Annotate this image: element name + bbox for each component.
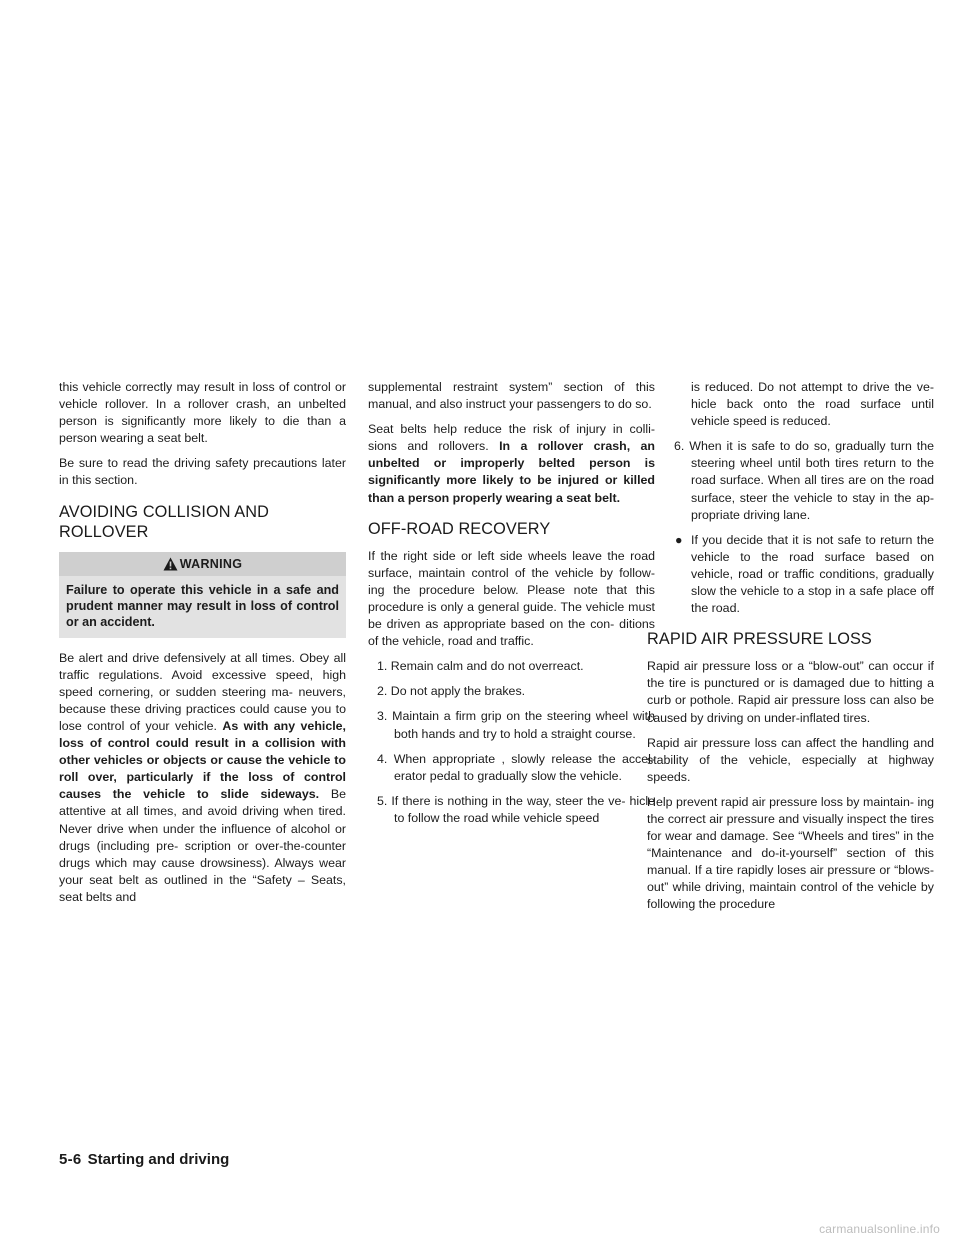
watermark: carmanualsonline.info [819,1222,940,1236]
warning-text: Failure to operate this vehicle in a safe and prudent manner may result in loss of control or an accident. [66,582,339,629]
list-item: 6. When it is safe to do so, gradually turn the steering wheel until both tires return to the road surface. When all tires are on the road surface, steer the vehicle to stay in the ap- propriate driving lane. [674,439,934,522]
paragraph: this vehicle correctly may result in loss of control or vehicle rollover. In a rollover crash, an unbelted person is significantly more likely to die than a person wearing a seat belt. [59,380,346,446]
recovery-steps [368,658,655,827]
page-number: 5-6 [59,1151,82,1168]
bullet-text: If you decide that it is not safe to return the vehicle to the road surface based on vehicle, road or traffic conditions, gradually slow the vehicle to a stop in a safe place off the road. [691,532,934,616]
text: Be alert and drive defensively at all times. Obey all traffic regulations. Avoid excessive speed, high speed cornering, or sudden steering ma- neuvers, because these driving practices could cause you to lose control of your vehicle. [59,650,346,733]
section-heading-rapid-air-pressure: RAPID AIR PRESSURE LOSS [647,630,872,649]
text: Seat belts help reduce the risk of injury in colli- sions and rollovers. [368,422,655,454]
paragraph [59,650,346,906]
paragraph: Help prevent rapid air pressure loss by maintain- ing the correct air pressure and visually inspect the tires for wear and damage. See “Wheels and tires” in the “Maintenance and do-it-yourself” section of this manual. If a tire rapidly loses air pressure or “blows-out” while driving, maintain control of the vehicle by following the procedure [647,794,934,912]
page-footer [59,1151,229,1168]
text: Be attentive at all times, and avoid driving when tired. Never drive when under the influence of alcohol or drugs (including pre- scription or over-the-counter drugs which may cause drowsiness). Always wear your seat belt as outlined in the “Safety – Seats, seat belts and [59,787,346,904]
bullet-item [647,532,934,617]
list-item: 3. Maintain a firm grip on the steering wheel with both hands and try to hold a straight course. [377,709,655,741]
column-3 [647,379,934,922]
list-item: 5. If there is nothing in the way, steer the ve- hicle to follow the road while vehicle speed [377,793,655,825]
list-continuation: is reduced. Do not attempt to drive the ve- hicle back onto the road surface until vehicle speed is reduced. [691,380,934,429]
list-item: 4. When appropriate , slowly release the accel- erator pedal to gradually slow the vehicle. [377,751,655,783]
section-name: Starting and driving [87,1151,230,1168]
paragraph: If the right side or left side wheels leave the road surface, maintain control of the vehicle by follow- ing the procedure below. Please note that this procedure is only a general guide. The vehicle must be driven as appropriate based on the con- ditions of the vehicle, road and traffic. [368,548,655,649]
warning-triangle-icon [163,557,178,571]
paragraph: Be sure to read the driving safety precautions later in this section. [59,456,346,488]
paragraph: Rapid air pressure loss or a “blow-out” can occur if the tire is punctured or is damaged due to hitting a curb or pothole. Rapid air pressure loss can also be caused by driving on under-inflated tires. [647,659,934,725]
paragraph [368,421,655,506]
section-heading-off-road-recovery: OFF-ROAD RECOVERY [368,519,551,538]
bold-text: In a rollover crash, an unbelted or improperly belted person is significantly more likely to be injured or killed than a person properly wearing a seat belt. [368,439,655,505]
warning-title: WARNING [179,556,243,571]
warning-header [59,552,346,576]
list-item: 1. Remain calm and do not overreact. [377,659,584,674]
bold-text: As with any vehicle, loss of control could result in a collision with other vehicles or objects or cause the vehicle to roll over, particularly if the loss of control causes the vehicle to slide sideways. [59,718,346,802]
warning-box [59,552,346,638]
bullet-icon: ● [675,532,683,547]
paragraph: Rapid air pressure loss can affect the handling and stability of the vehicle, especially at highway speeds. [647,735,934,784]
list-item: 2. Do not apply the brakes. [377,684,526,699]
column-2 [368,379,655,835]
column-1 [59,379,346,914]
paragraph: supplemental restraint system” section of this manual, and also instruct your passengers to do so. [368,380,655,412]
section-heading-avoiding-collision: AVOIDING COLLISION AND ROLLOVER [59,502,269,541]
